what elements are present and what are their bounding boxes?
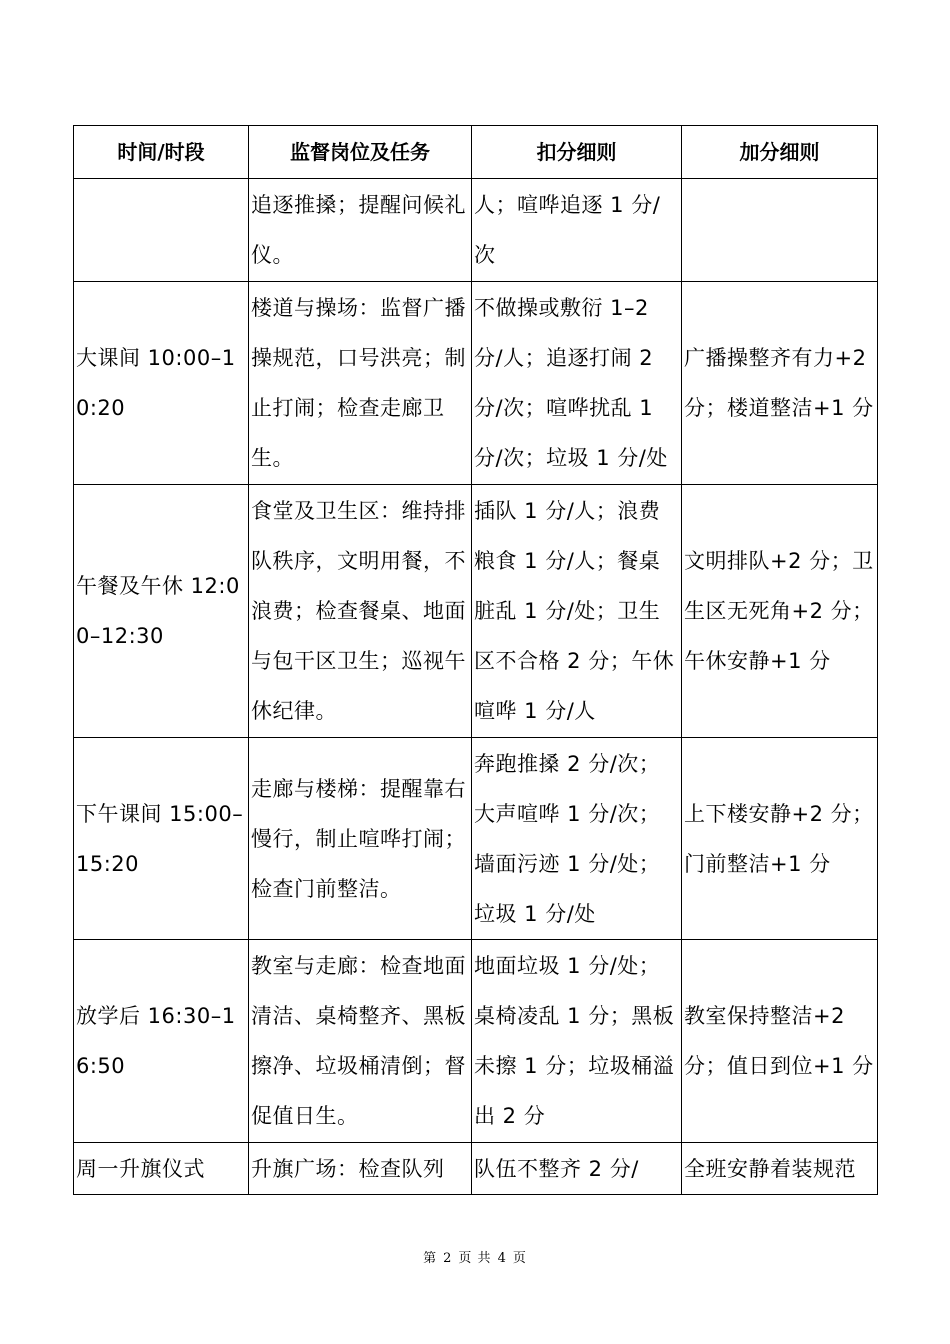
header-deduct: 扣分细则 bbox=[472, 126, 682, 179]
deduct-cell: 不做操或敷衍 1–2 分/人；追逐打闹 2 分/次；喧哗扰乱 1 分/次；垃圾 1 分/处 bbox=[472, 282, 682, 485]
table-row bbox=[74, 1143, 878, 1195]
time-cell bbox=[74, 179, 249, 282]
footer-prefix: 第 bbox=[423, 1251, 438, 1266]
deduct-cell: 奔跑推搡 2 分/次；大声喧哗 1 分/次；墙面污迹 1 分/处；垃圾 1 分/处 bbox=[472, 738, 682, 940]
time-cell: 放学后 16:30–16:50 bbox=[74, 940, 249, 1143]
table-row bbox=[74, 485, 878, 738]
deduct-cell: 人；喧哗追逐 1 分/次 bbox=[472, 179, 682, 282]
footer-total-pages: 4 bbox=[497, 1251, 507, 1266]
table-row bbox=[74, 179, 878, 282]
add-cell bbox=[682, 179, 878, 282]
add-cell: 广播操整齐有力+2 分；楼道整洁+1 分 bbox=[682, 282, 878, 485]
footer-page-number: 2 bbox=[443, 1251, 453, 1266]
table-row bbox=[74, 738, 878, 940]
time-cell: 周一升旗仪式 bbox=[74, 1143, 249, 1195]
time-cell: 下午课间 15:00–15:20 bbox=[74, 738, 249, 940]
footer-middle: 页 共 bbox=[458, 1251, 492, 1266]
add-cell: 文明排队+2 分；卫生区无死角+2 分；午休安静+1 分 bbox=[682, 485, 878, 738]
duty-rules-table bbox=[73, 125, 878, 1195]
add-cell: 上下楼安静+2 分；门前整洁+1 分 bbox=[682, 738, 878, 940]
task-cell: 教室与走廊：检查地面清洁、桌椅整齐、黑板擦净、垃圾桶清倒；督促值日生。 bbox=[249, 940, 472, 1143]
table-row bbox=[74, 940, 878, 1143]
deduct-cell: 地面垃圾 1 分/处；桌椅凌乱 1 分；黑板未擦 1 分；垃圾桶溢出 2 分 bbox=[472, 940, 682, 1143]
deduct-cell: 队伍不整齐 2 分/ bbox=[472, 1143, 682, 1195]
task-cell: 走廊与楼梯：提醒靠右慢行，制止喧哗打闹；检查门前整洁。 bbox=[249, 738, 472, 940]
header-task: 监督岗位及任务 bbox=[249, 126, 472, 179]
table-row bbox=[74, 282, 878, 485]
task-cell: 楼道与操场：监督广播操规范，口号洪亮；制止打闹；检查走廊卫生。 bbox=[249, 282, 472, 485]
time-cell: 大课间 10:00–10:20 bbox=[74, 282, 249, 485]
deduct-cell: 插队 1 分/人；浪费粮食 1 分/人；餐桌脏乱 1 分/处；卫生区不合格 2 分；午休喧哗 1 分/人 bbox=[472, 485, 682, 738]
time-cell: 午餐及午休 12:00–12:30 bbox=[74, 485, 249, 738]
page-number-footer bbox=[0, 1247, 950, 1266]
task-cell: 升旗广场：检查队列 bbox=[249, 1143, 472, 1195]
add-cell: 教室保持整洁+2 分；值日到位+1 分 bbox=[682, 940, 878, 1143]
task-cell: 追逐推搡；提醒问候礼仪。 bbox=[249, 179, 472, 282]
header-add: 加分细则 bbox=[682, 126, 878, 179]
header-time: 时间/时段 bbox=[74, 126, 249, 179]
table-header-row bbox=[74, 126, 878, 179]
task-cell: 食堂及卫生区：维持排队秩序，文明用餐，不浪费；检查餐桌、地面与包干区卫生；巡视午休纪律。 bbox=[249, 485, 472, 738]
footer-suffix: 页 bbox=[512, 1251, 527, 1266]
add-cell: 全班安静着装规范 bbox=[682, 1143, 878, 1195]
